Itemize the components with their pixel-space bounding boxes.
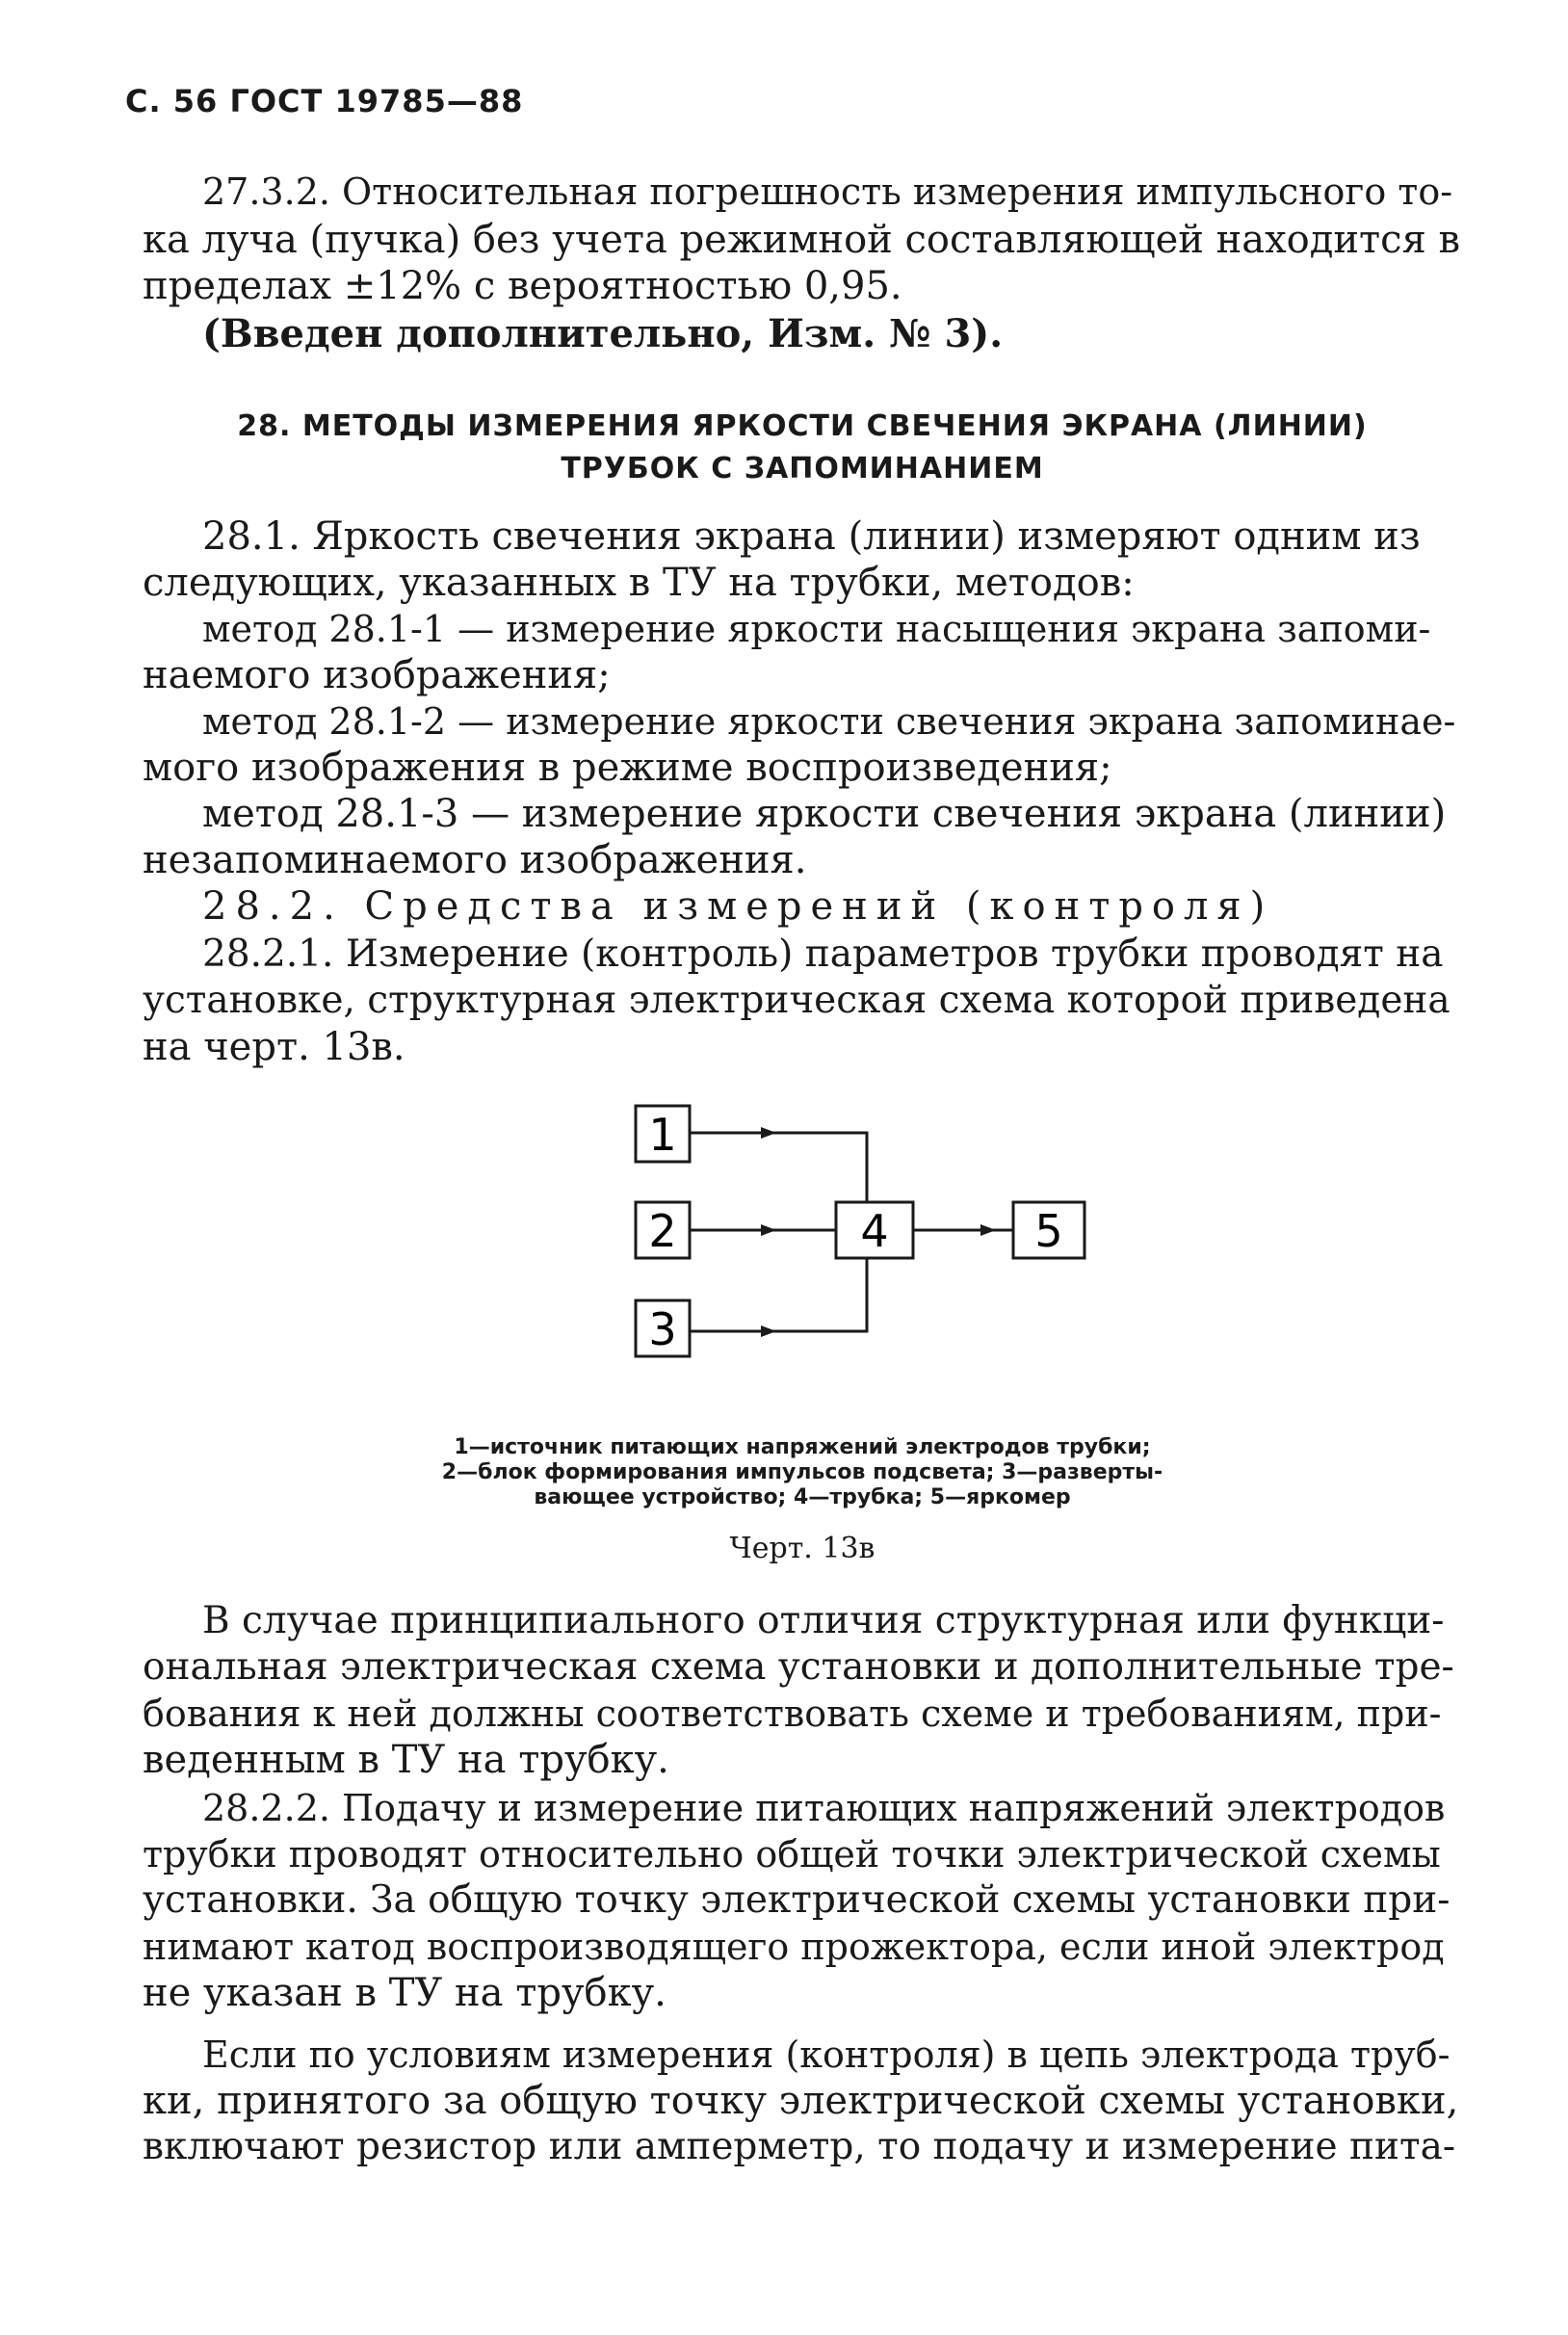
amendment-note: (Введен дополнительно, Изм. № 3). <box>202 311 1004 356</box>
arrow-icon <box>980 1224 996 1236</box>
figure-caption-line: 2—блок формирования импульсов подсвета; 3—разверты- <box>441 1460 1163 1484</box>
block-1-label: 1 <box>648 1109 677 1161</box>
method-line: незапоминаемого изображения. <box>143 838 807 882</box>
method-line: метод 28.1-2 — измерение яркости свечения экрана запоминае- <box>202 700 1456 743</box>
connector-3-4 <box>690 1258 867 1331</box>
paragraph-line: 28.2.2. Подачу и измерение питающих напряжений электродов <box>202 1787 1446 1829</box>
block-4-label: 4 <box>860 1205 889 1257</box>
figure-name: Черт. 13в <box>729 1532 875 1565</box>
block-diagram <box>616 1089 1117 1377</box>
block-3-label: 3 <box>648 1303 677 1355</box>
paragraph-line: 28.1. Яркость свечения экрана (линии) измеряют одним из <box>202 514 1421 559</box>
arrow-icon <box>761 1325 776 1337</box>
paragraph-line: трубки проводят относительно общей точки электрической схемы <box>143 1833 1441 1876</box>
figure-caption-line: 1—источник питающих напряжений электродов трубки; <box>454 1435 1151 1459</box>
method-line: мого изображения в режиме воспроизведения; <box>143 746 1112 790</box>
paragraph-line: 28.2.1. Измерение (контроль) параметров трубки проводят на <box>202 932 1444 976</box>
paragraph-line: включают резистор или амперметр, то подачу и измерение пита- <box>143 2125 1456 2168</box>
method-line: наемого изображения; <box>143 653 611 697</box>
connector-1-4 <box>690 1133 867 1202</box>
paragraph-line: В случае принципиального отличия структурная или функци- <box>202 1599 1445 1642</box>
page-header: С. 56 ГОСТ 19785—88 <box>125 83 524 119</box>
block-2-label: 2 <box>648 1205 677 1257</box>
paragraph-line: установке, структурная электрическая схема которой приведена <box>143 979 1450 1022</box>
section-title-line-1: 28. МЕТОДЫ ИЗМЕРЕНИЯ ЯРКОСТИ СВЕЧЕНИЯ ЭКРАНА (ЛИНИИ) <box>237 409 1368 443</box>
method-line: метод 28.1-1 — измерение яркости насыщения экрана запоми- <box>202 608 1431 650</box>
paragraph-line: ональная электрическая схема установки и дополнительные тре- <box>143 1645 1454 1689</box>
section-title-line-2: ТРУБОК С ЗАПОМИНАНИЕМ <box>561 452 1044 485</box>
paragraph-line: ки, принятого за общую точку электрической схемы установки, <box>143 2079 1459 2123</box>
paragraph-line: пределах ±12% с вероятностью 0,95. <box>143 264 902 308</box>
paragraph-line: бования к ней должны соответствовать схеме и требованиям, при- <box>143 1692 1442 1735</box>
paragraph-line: установки. За общую точку электрической схемы установки при- <box>143 1878 1450 1922</box>
paragraph-line: ка луча (пучка) без учета режимной составляющей находится в <box>143 218 1461 262</box>
figure-caption-line: вающее устройство; 4—трубка; 5—яркомер <box>534 1485 1071 1509</box>
paragraph-line: 27.3.2. Относительная погрешность измерения импульсного то- <box>202 171 1453 213</box>
method-line: метод 28.1-3 — измерение яркости свечения экрана (линии) <box>202 792 1447 836</box>
paragraph-line: не указан в ТУ на трубку. <box>143 1971 666 2015</box>
paragraph-line: веденным в ТУ на трубку. <box>143 1738 669 1782</box>
paragraph-line: следующих, указанных в ТУ на трубки, методов: <box>143 561 1135 605</box>
arrow-icon <box>761 1224 776 1236</box>
paragraph-line: нимают катод воспроизводящего прожектора, если иной электрод <box>143 1926 1445 1968</box>
paragraph-line: на черт. 13в. <box>143 1025 405 1069</box>
paragraph-line: Если по условиям измерения (контроля) в цепь электрода труб- <box>202 2033 1450 2076</box>
block-5-label: 5 <box>1034 1205 1063 1257</box>
subsection-title: 28.2. Средства измерений (контроля) <box>202 884 1274 929</box>
arrow-icon <box>761 1127 776 1139</box>
